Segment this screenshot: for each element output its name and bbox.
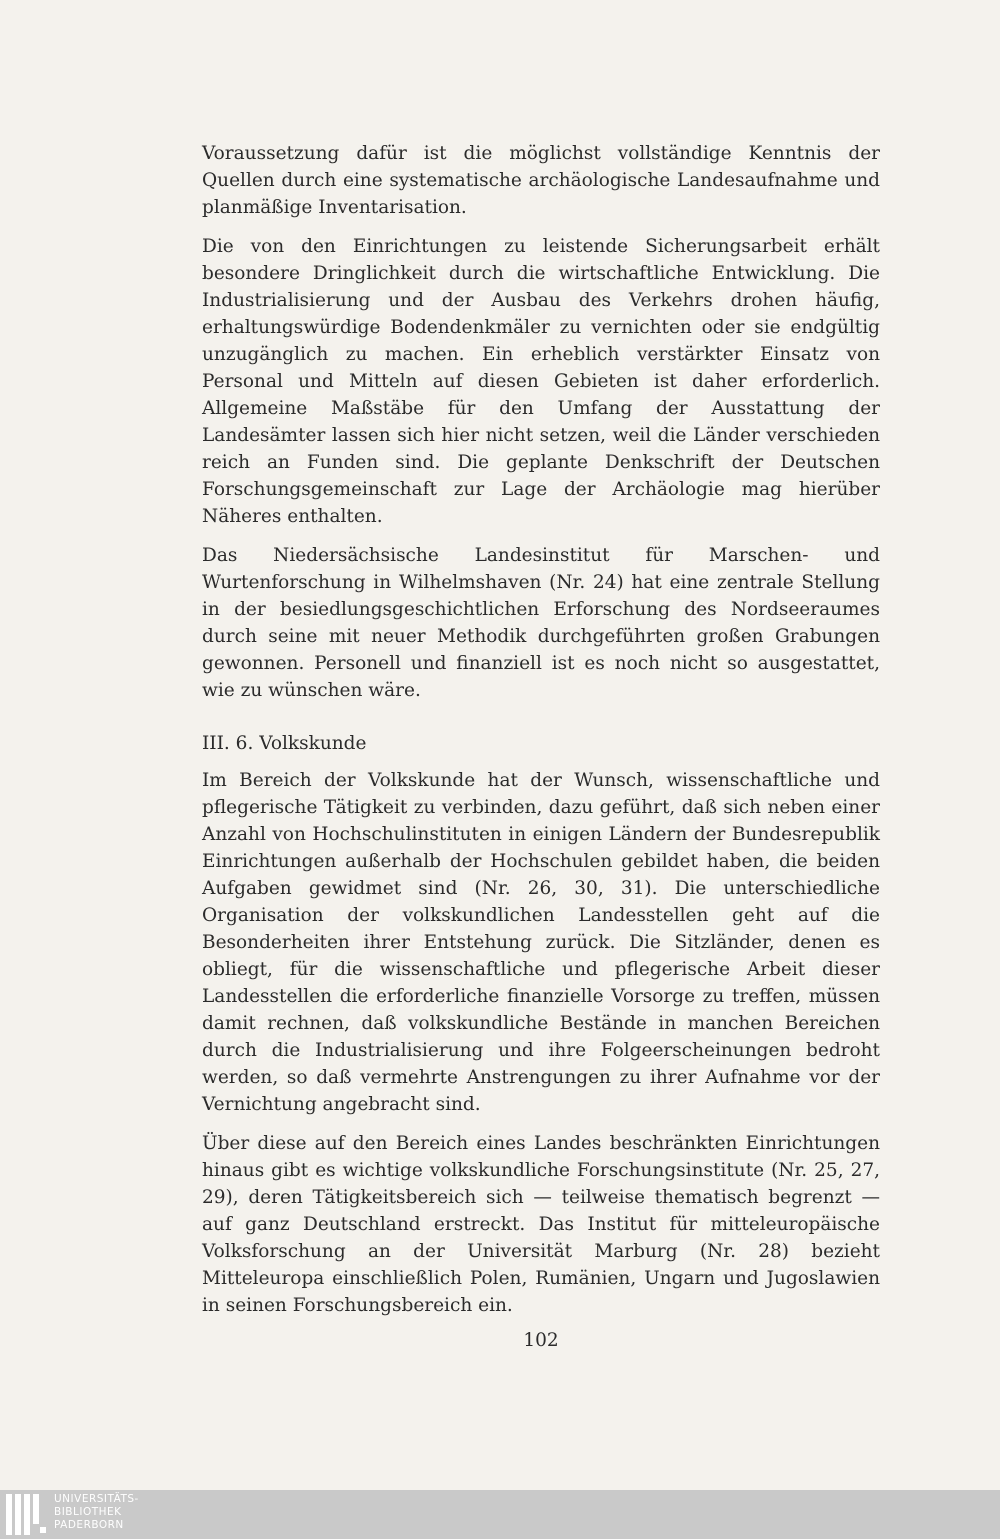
paragraph: Das Niedersächsische Landesinstitut für Marschen- und Wurtenforschung in Wilhelmshaven (Nr. 24) hat eine zentrale Stellung in der besiedlungsgeschichtlichen Erforschung des Nordseeraumes durch seine mit neuer Methodik durchgeführten großen Grabungen gewonnen. Personell und finanziell ist es noch nicht so ausgestattet, wie zu wünschen wäre. bbox=[202, 545, 880, 701]
paragraph: Über diese auf den Bereich eines Landes beschränkten Einrichtungen hinaus gibt es wichtige volkskundliche Forschungsinstitute (Nr. 25, 27, 29), deren Tätigkeitsbereich sich — teilweise thematisch begrenzt — auf ganz Deutschland erstreckt. Das Institut für mitteleuropäische Volksforschung an der Universität Marburg (Nr. 28) bezieht Mitteleuropa einschließlich Polen, Rumänien, Ungarn und Jugoslawien in seinen Forschungsbereich ein. bbox=[202, 1133, 880, 1316]
logo-dot-icon bbox=[40, 1527, 46, 1533]
paragraph: Die von den Einrichtungen zu leistende Sicherungsarbeit erhält besondere Dringlichkeit durch die wirtschaftliche Entwicklung. Die Industrialisierung und der Ausbau des Verkehrs drohen häufig, erhaltungswürdige Bodendenkmäler zu vernichten oder sie endgültig unzugänglich zu machen. Ein erheblich verstärkter Einsatz von Personal und Mitteln auf diesen Gebieten ist daher erforderlich. Allgemeine Maßstäbe für den Umfang der Ausstattung der Landesämter lassen sich hier nicht setzen, weil die Länder verschieden reich an Funden sind. Die geplante Denkschrift der Deutschen Forschungsgemeinschaft zur Lage der Archäologie mag hierüber Näheres enthalten. bbox=[202, 236, 880, 527]
paragraph: Voraussetzung dafür ist die möglichst vollständige Kenntnis der Quellen durch eine systematische archäologische Landesaufnahme und planmäßige Inventarisation. bbox=[202, 143, 880, 218]
page-body bbox=[202, 140, 880, 1331]
library-name-line: BIBLIOTHEK bbox=[54, 1506, 122, 1518]
page-number: 102 bbox=[523, 1330, 559, 1351]
library-logo-icon bbox=[6, 1494, 39, 1535]
library-name-line: PADERBORN bbox=[54, 1519, 124, 1531]
section-heading: III. 6. Volkskunde bbox=[202, 733, 367, 754]
library-name-line: UNIVERSITÄTS- bbox=[54, 1493, 139, 1505]
library-footer bbox=[0, 1490, 1000, 1539]
paragraph: Im Bereich der Volkskunde hat der Wunsch, wissenschaftliche und pflegerische Tätigkeit zu verbinden, dazu geführt, daß sich neben einer Anzahl von Hochschulinstituten in einigen Ländern der Bundesrepublik Einrichtungen außerhalb der Hochschulen gebildet haben, die beiden Aufgaben gewidmet sind (Nr. 26, 30, 31). Die unterschiedliche Organisation der volkskundlichen Landesstellen geht auf die Besonderheiten ihrer Entstehung zurück. Die Sitzländer, denen es obliegt, für die wissenschaftliche und pflegerische Arbeit dieser Landesstellen die erforderliche finanzielle Vorsorge zu treffen, müssen damit rechnen, daß volkskundliche Bestände in manchen Bereichen durch die Industrialisierung und ihre Folgeerscheinungen bedroht werden, so daß vermehrte Anstrengungen zu ihrer Aufnahme vor der Vernichtung angebracht sind. bbox=[202, 770, 880, 1115]
library-name bbox=[54, 1493, 139, 1532]
